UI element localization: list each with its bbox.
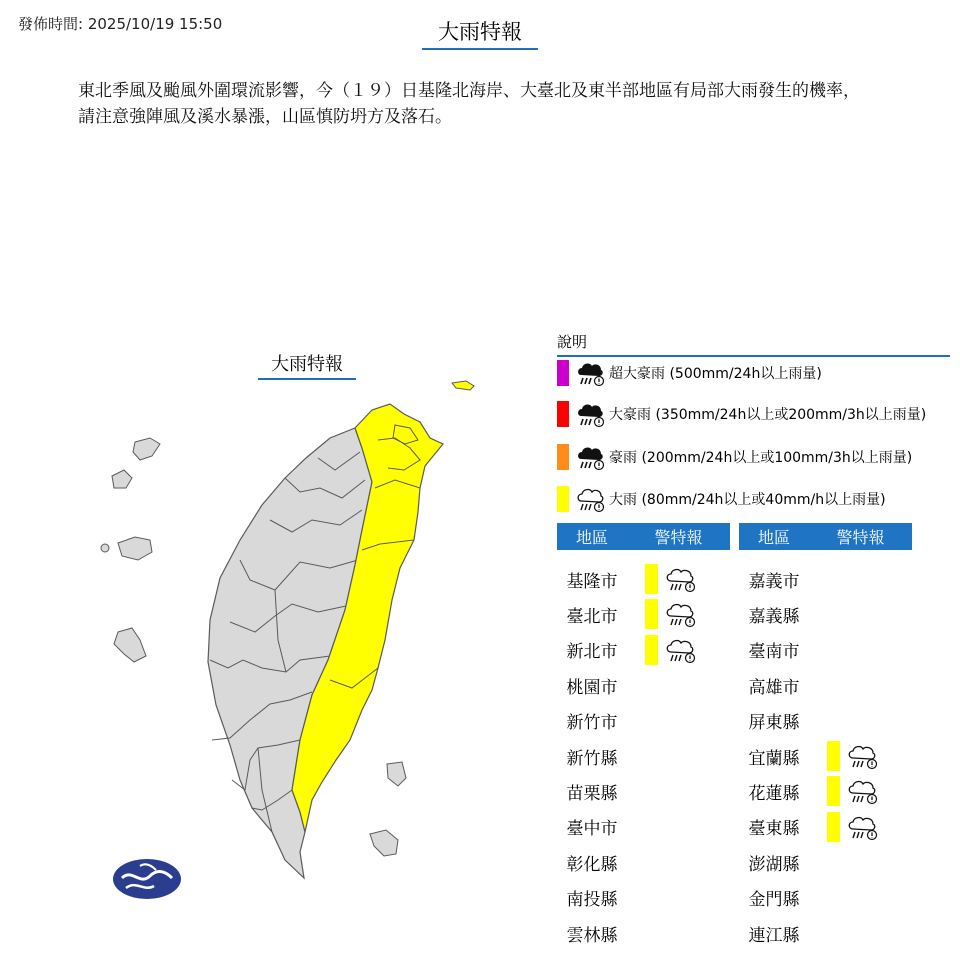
county-name: 嘉義縣 xyxy=(748,606,800,627)
description-line-1: 東北季風及颱風外圍環流影響，今（１９）日基隆北海岸、大臺北及東半部地區有局部大雨發生的機率， xyxy=(78,81,860,101)
island-kinmen xyxy=(118,537,152,560)
legend-swatch xyxy=(557,444,569,470)
county-name: 屏東縣 xyxy=(748,713,800,734)
table-row xyxy=(739,812,878,842)
legend-swatch xyxy=(557,486,569,512)
warning-cell xyxy=(827,741,878,771)
heavy-rain-icon xyxy=(846,812,878,842)
table-row xyxy=(739,635,809,665)
table-row xyxy=(557,564,696,594)
county-name: 連江縣 xyxy=(748,925,800,946)
table-row xyxy=(557,599,696,629)
legend-item-super-torrential xyxy=(557,359,822,387)
legend-item-torrential xyxy=(557,443,912,471)
county-name: 基隆市 xyxy=(566,571,618,592)
warning-cell xyxy=(645,599,696,629)
table-row xyxy=(739,706,809,736)
torrential-rain-icon xyxy=(575,443,605,471)
heavy-rain-icon xyxy=(664,564,696,594)
heavy-rain-icon xyxy=(664,599,696,629)
legend-title: 說明 xyxy=(557,331,950,357)
legend-item-extremely-torrential xyxy=(557,400,926,428)
legend-item-heavy-rain xyxy=(557,485,886,513)
county-name: 彰化縣 xyxy=(566,854,618,875)
island-penghu xyxy=(114,628,146,662)
heavy-rain-level-bar xyxy=(827,812,840,842)
heavy-rain-level-bar xyxy=(645,564,658,594)
county-name: 金門縣 xyxy=(748,890,800,911)
heavy-rain-icon xyxy=(846,776,878,806)
super-torrential-rain-icon xyxy=(575,359,605,387)
table-header-left xyxy=(557,523,730,550)
table-row xyxy=(739,741,878,771)
heavy-rain-level-bar xyxy=(827,776,840,806)
table-row xyxy=(557,706,627,736)
column-header-warning: 警特報 xyxy=(836,528,885,547)
table-row xyxy=(557,918,627,948)
county-name: 臺北市 xyxy=(566,606,618,627)
county-name: 臺南市 xyxy=(748,642,800,663)
county-name: 新竹縣 xyxy=(566,748,618,769)
island-guishan xyxy=(452,381,474,390)
island-matsu-1 xyxy=(133,438,160,460)
county-name: 澎湖縣 xyxy=(748,854,800,875)
table-row xyxy=(557,883,627,913)
county-name: 宜蘭縣 xyxy=(748,748,800,769)
island-matsu-2 xyxy=(112,470,132,488)
island-green xyxy=(387,762,406,786)
heavy-rain-icon xyxy=(664,635,696,665)
map-title: 大雨特報 xyxy=(258,350,356,380)
island-orchid xyxy=(370,830,398,856)
table-row xyxy=(739,564,809,594)
table-row xyxy=(739,918,809,948)
legend-swatch xyxy=(557,360,569,386)
legend-label: 大雨 (80mm/24h以上或40mm/h以上雨量) xyxy=(609,492,886,508)
column-header-region: 地區 xyxy=(575,528,608,547)
extremely-torrential-rain-icon xyxy=(575,400,605,428)
column-header-region: 地區 xyxy=(757,528,790,547)
county-name: 雲林縣 xyxy=(566,925,618,946)
table-row xyxy=(557,847,627,877)
table-row xyxy=(739,599,809,629)
county-name: 花蓮縣 xyxy=(748,783,800,804)
cwa-logo xyxy=(113,859,181,899)
table-header-right xyxy=(739,523,912,550)
island-lieyu xyxy=(101,544,109,552)
warning-cell xyxy=(827,812,878,842)
county-name: 臺東縣 xyxy=(748,819,800,840)
legend-label: 豪雨 (200mm/24h以上或100mm/3h以上雨量) xyxy=(609,450,913,466)
table-row xyxy=(557,741,627,771)
description-line-2: 請注意強陣風及溪水暴漲，山區慎防坍方及落石。 xyxy=(78,107,452,127)
legend-label: 超大豪雨 (500mm/24h以上雨量) xyxy=(609,366,822,382)
table-row xyxy=(557,670,627,700)
county-name: 桃園市 xyxy=(566,677,618,698)
county-name: 新北市 xyxy=(566,642,618,663)
warning-cell xyxy=(645,564,696,594)
legend-label: 大豪雨 (350mm/24h以上或200mm/3h以上雨量) xyxy=(609,407,927,423)
column-header-warning: 警特報 xyxy=(654,528,703,547)
heavy-rain-level-bar xyxy=(645,635,658,665)
county-name: 臺中市 xyxy=(566,819,618,840)
warning-cell xyxy=(827,776,878,806)
county-name: 苗栗縣 xyxy=(566,783,618,804)
table-row xyxy=(557,812,627,842)
publish-time: 發佈時間: 2025/10/19 15:50 xyxy=(18,15,223,33)
county-name: 新竹市 xyxy=(566,713,618,734)
table-row xyxy=(739,847,809,877)
table-row xyxy=(739,883,809,913)
table-row xyxy=(557,776,627,806)
heavy-rain-icon xyxy=(846,741,878,771)
table-row xyxy=(739,776,878,806)
heavy-rain-level-bar xyxy=(645,599,658,629)
county-name: 南投縣 xyxy=(566,890,618,911)
heavy-rain-level-bar xyxy=(827,741,840,771)
county-name: 高雄市 xyxy=(748,677,800,698)
legend-swatch xyxy=(557,401,569,427)
table-row xyxy=(557,635,696,665)
county-name: 嘉義市 xyxy=(748,571,800,592)
table-row xyxy=(739,670,809,700)
heavy-rain-icon xyxy=(575,485,605,513)
page-title: 大雨特報 xyxy=(422,16,538,50)
warning-cell xyxy=(645,635,696,665)
